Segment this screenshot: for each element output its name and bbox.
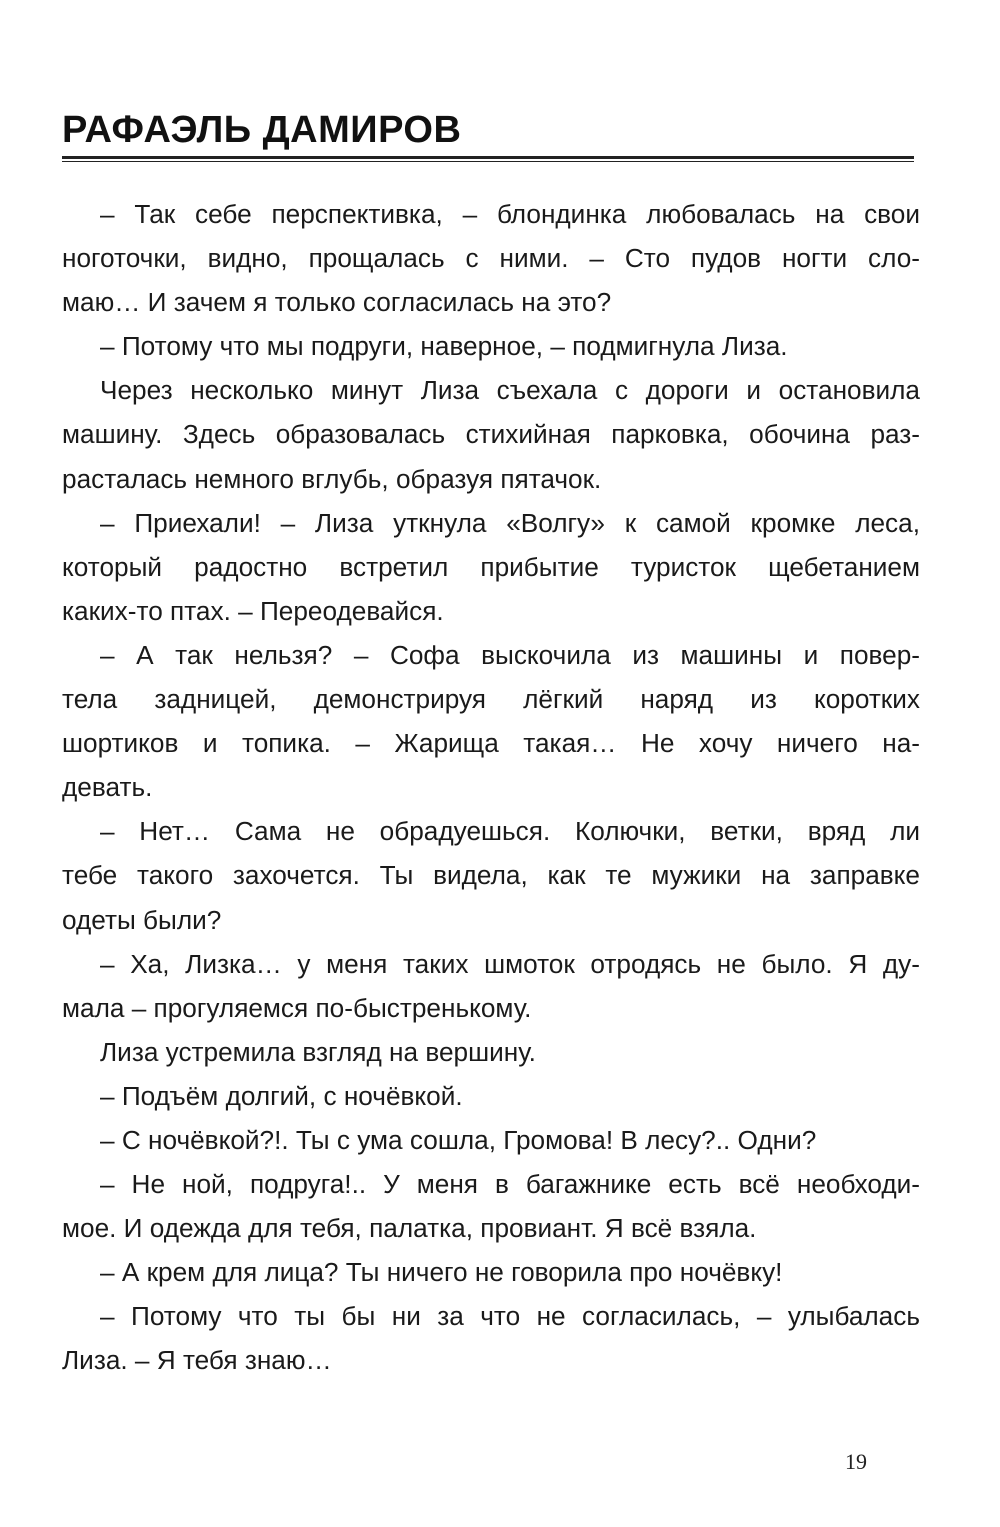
header-rule-thin <box>62 161 914 162</box>
text-line: каких-то птах. – Переодевайся. <box>62 595 444 626</box>
text-line: который радостно встретил прибытие туристок щебетанием <box>62 551 920 582</box>
text-line: – А так нельзя? – Софа выскочила из машины и повер- <box>100 639 920 670</box>
page-number: 19 <box>845 1449 867 1474</box>
running-header-author: РАФАЭЛЬ ДАМИРОВ <box>62 109 462 151</box>
text-line: – Ха, Лизка… у меня таких шмоток отродясь не было. Я ду- <box>100 948 920 979</box>
text-line: тела задницей, демонстрируя лёгкий наряд из коротких <box>62 684 920 715</box>
text-line: ноготочки, видно, прощалась с ними. – Сто пудов ногти сло- <box>62 243 920 274</box>
text-line: маю… И зачем я только согласилась на это? <box>62 287 612 318</box>
text-line: – Потому что мы подруги, наверное, – подмигнула Лиза. <box>100 331 788 362</box>
text-line: тебе такого захочется. Ты видела, как те мужики на заправке <box>62 860 920 891</box>
text-line: – Нет… Сама не обрадуешься. Колючки, ветки, вряд ли <box>100 816 920 847</box>
text-line: – Подъём долгий, с ночёвкой. <box>100 1080 463 1111</box>
text-line: – Не ной, подруга!.. У меня в багажнике есть всё необходи- <box>100 1169 920 1200</box>
text-line: – А крем для лица? Ты ничего не говорила про ночёвку! <box>100 1257 783 1288</box>
text-line: – Так себе перспективка, – блондинка любовалась на свои <box>100 199 920 229</box>
text-line: Через несколько минут Лиза съехала с дороги и остановила <box>100 375 920 406</box>
text-line: Лиза устремила взгляд на вершину. <box>100 1036 536 1067</box>
text-line: Лиза. – Я тебя знаю… <box>62 1345 332 1376</box>
text-line: – Приехали! – Лиза уткнула «Волгу» к самой кромке леса, <box>100 507 920 538</box>
text-line: одеты были? <box>62 904 222 935</box>
text-line: мала – прогуляемся по-быстренькому. <box>62 992 532 1023</box>
text-line: мое. И одежда для тебя, палатка, провиант. Я всё взяла. <box>62 1213 757 1244</box>
text-line: расталась немного вглубь, образуя пятачок. <box>62 463 602 494</box>
text-line: – С ночёвкой?!. Ты с ума сошла, Громова! В лесу?.. Одни? <box>100 1124 817 1155</box>
header-rule-thick <box>62 156 914 159</box>
text-line: – Потому что ты бы ни за что не согласилась, – улыбалась <box>100 1301 920 1332</box>
body-text <box>62 192 920 1383</box>
text-line: машину. Здесь образовалась стихийная парковка, обочина раз- <box>62 419 920 450</box>
text-line: шортиков и топика. – Жарища такая… Не хочу ничего на- <box>62 728 920 759</box>
text-line: девать. <box>62 772 153 803</box>
